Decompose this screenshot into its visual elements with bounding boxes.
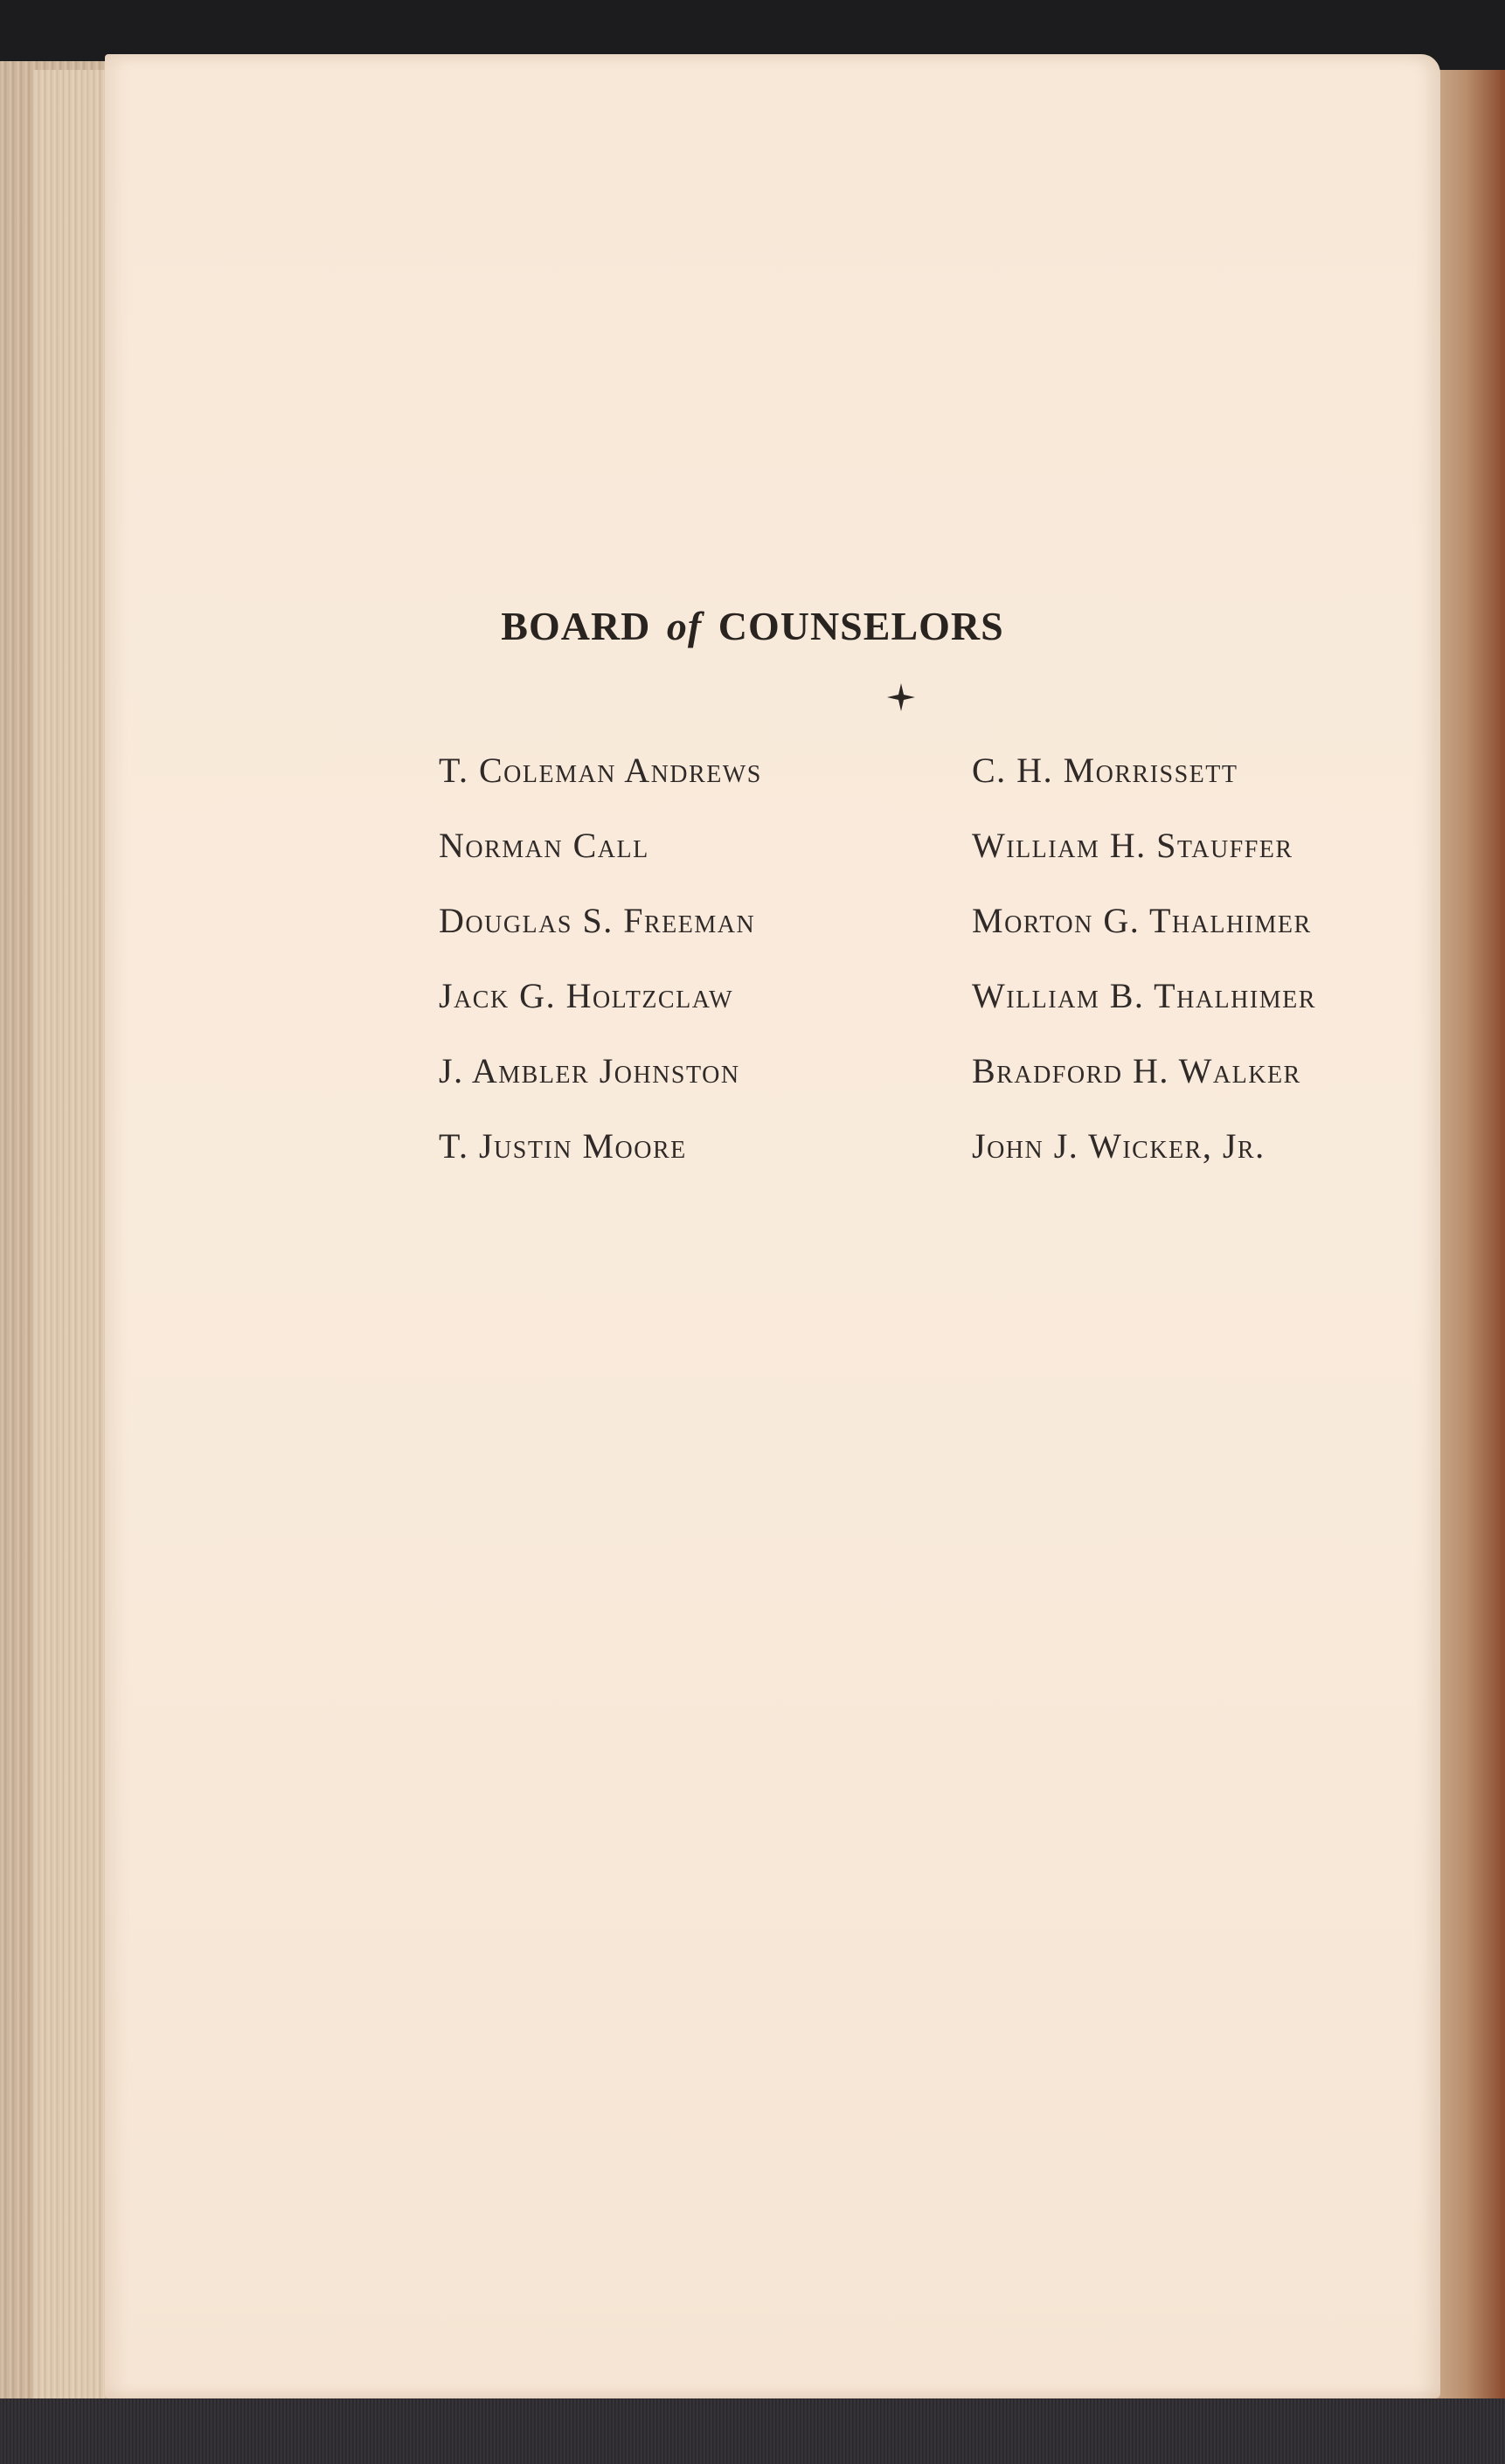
page-edges-inner (33, 70, 105, 2407)
counselor-name: Morton G. Thalhimer (972, 901, 1312, 940)
heading-counselors: COUNSELORS (718, 604, 1004, 648)
counselor-name: William H. Stauffer (972, 826, 1293, 865)
counselor-name: C. H. Morrissett (972, 751, 1238, 790)
book-page (105, 54, 1440, 2398)
counselor-name: T. Coleman Andrews (439, 751, 762, 790)
heading-board: BOARD (501, 604, 651, 648)
cloth-binding (0, 2398, 1505, 2464)
counselor-name: Douglas S. Freeman (439, 901, 756, 940)
counselor-name: Jack G. Holtzclaw (439, 976, 734, 1015)
counselor-name: John J. Wicker, Jr. (972, 1126, 1266, 1166)
heading-of: of (666, 604, 703, 648)
counselor-name: T. Justin Moore (439, 1126, 687, 1166)
counselor-name: J. Ambler Johnston (439, 1051, 740, 1090)
page-heading (0, 603, 1505, 649)
counselors-left-column (439, 750, 762, 1201)
counselors-right-column (972, 750, 1316, 1201)
four-point-star-icon (886, 682, 916, 712)
counselor-name: Bradford H. Walker (972, 1051, 1301, 1090)
book-cover-edge (1433, 70, 1505, 2429)
counselor-name: Norman Call (439, 826, 649, 865)
counselor-name: William B. Thalhimer (972, 976, 1316, 1015)
